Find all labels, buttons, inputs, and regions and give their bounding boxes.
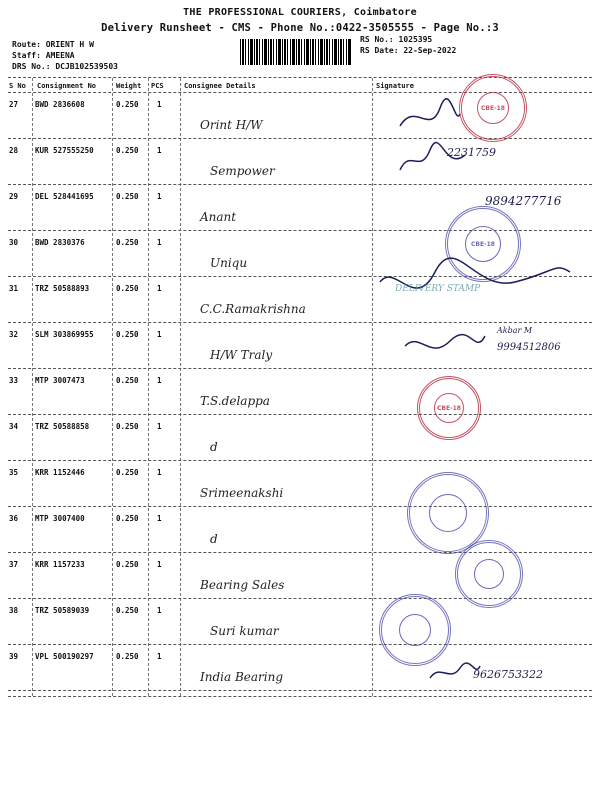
row-pcs: 1 [157,238,162,247]
row-pcs: 1 [157,284,162,293]
row-consignment: MTP 3007473 [35,376,85,385]
row-sno: 33 [9,376,19,385]
stamp-text: DELIVERY STAMP [395,284,481,294]
table-bottom-rule [8,696,592,697]
consignee-handwritten: H/W Traly [210,348,273,362]
row-weight: 0.250 [116,606,139,615]
row-pcs: 1 [157,560,162,569]
row-sno: 30 [9,238,19,247]
signature-phone: 9626753322 [473,668,543,681]
company-stamp [455,540,523,608]
stamp-label: CBE-18 [477,92,509,124]
row-consignment: TRZ 50589039 [35,606,90,615]
col-signature: Signature [376,82,414,90]
col-divider [112,78,113,696]
row-weight: 0.250 [116,192,139,201]
row-pcs: 1 [157,468,162,477]
consignee-handwritten: d [210,532,218,546]
row-consignment: TRZ 50588893 [35,284,90,293]
stamp-label: CBE-18 [465,226,501,262]
row-pcs: 1 [157,652,162,661]
row-pcs: 1 [157,606,162,615]
col-weight: Weight [116,82,142,90]
consignee-handwritten: Sempower [210,164,275,178]
col-consignee: Consignee Details [184,82,256,90]
row-consignment: BWD 2830376 [35,238,85,247]
row-pcs: 1 [157,514,162,523]
row-weight: 0.250 [116,330,139,339]
consignee-handwritten: Srimeenakshi [200,486,284,500]
row-weight: 0.250 [116,284,139,293]
col-pcs: PCS [151,82,164,90]
drs-number: DRS No.: DCJB102539503 [12,62,118,71]
stamp-ring [429,494,467,532]
company-stamp [459,74,527,142]
consignee-handwritten: Orint H/W [200,118,263,132]
company-stamp [379,594,451,666]
row-sno: 27 [9,100,19,109]
signature-scribble [395,96,465,136]
row-sno: 29 [9,192,19,201]
stamp-ring [399,614,431,646]
signature-phone: 2231759 [447,146,496,159]
consignee-handwritten: Bearing Sales [200,578,285,592]
rs-number: RS No.: 1025395 [360,35,433,44]
row-pcs: 1 [157,100,162,109]
row-weight: 0.250 [116,468,139,477]
row-weight: 0.250 [116,652,139,661]
consignee-handwritten: C.C.Ramakrishna [200,302,306,316]
row-weight: 0.250 [116,376,139,385]
row-consignment: TRZ 50588858 [35,422,90,431]
row-consignment: DEL 528441695 [35,192,94,201]
consignee-handwritten: Suri kumar [210,624,279,638]
stamp-label: CBE-18 [434,393,464,423]
rs-date: RS Date: 22-Sep-2022 [360,46,457,55]
col-sno: S No [9,82,26,90]
row-sno: 37 [9,560,19,569]
col-divider [148,78,149,696]
row-consignment: KRR 1157233 [35,560,85,569]
runsheet-title: Delivery Runsheet - CMS - Phone No.:0422-3505555 - Page No.:3 [101,22,499,34]
row-pcs: 1 [157,330,162,339]
col-divider [372,78,373,696]
row-pcs: 1 [157,146,162,155]
row-sno: 39 [9,652,19,661]
row-sno: 35 [9,468,19,477]
row-sno: 31 [9,284,19,293]
barcode [240,39,352,65]
row-sno: 32 [9,330,19,339]
signature-column [375,88,595,696]
consignee-handwritten: T.S.delappa [200,394,270,408]
row-sno: 34 [9,422,19,431]
col-consignment: Consignment No [37,82,97,90]
col-divider [180,78,181,696]
consignee-handwritten: Anant [200,210,237,224]
row-weight: 0.250 [116,146,139,155]
company-title: THE PROFESSIONAL COURIERS, Coimbatore [183,7,417,18]
signature-phone: 9994512806 [497,342,561,353]
route-label: Route: ORIENT H W [12,40,94,49]
row-pcs: 1 [157,192,162,201]
row-consignment: KRR 1152446 [35,468,85,477]
row-consignment: SLM 303869955 [35,330,94,339]
staff-label: Staff: AMEENA [12,51,75,60]
signature-scribble [400,326,490,366]
consignee-handwritten: Uniqu [210,256,248,270]
consignee-handwritten: d [210,440,218,454]
row-weight: 0.250 [116,560,139,569]
consignee-handwritten: India Bearing [200,670,284,684]
row-weight: 0.250 [116,422,139,431]
signature-phone: 9894277716 [485,194,562,208]
signature-name: Akbar M [497,326,533,335]
col-divider [32,78,33,696]
row-consignment: MTP 3007400 [35,514,85,523]
row-sno: 38 [9,606,19,615]
stamp-ring [474,559,504,589]
row-sno: 36 [9,514,19,523]
row-pcs: 1 [157,422,162,431]
row-consignment: VPL 500190297 [35,652,94,661]
row-weight: 0.250 [116,100,139,109]
company-stamp [417,376,481,440]
row-consignment: KUR 527555250 [35,146,94,155]
row-sno: 28 [9,146,19,155]
row-weight: 0.250 [116,238,139,247]
row-pcs: 1 [157,376,162,385]
row-weight: 0.250 [116,514,139,523]
row-consignment: BWD 2836608 [35,100,85,109]
